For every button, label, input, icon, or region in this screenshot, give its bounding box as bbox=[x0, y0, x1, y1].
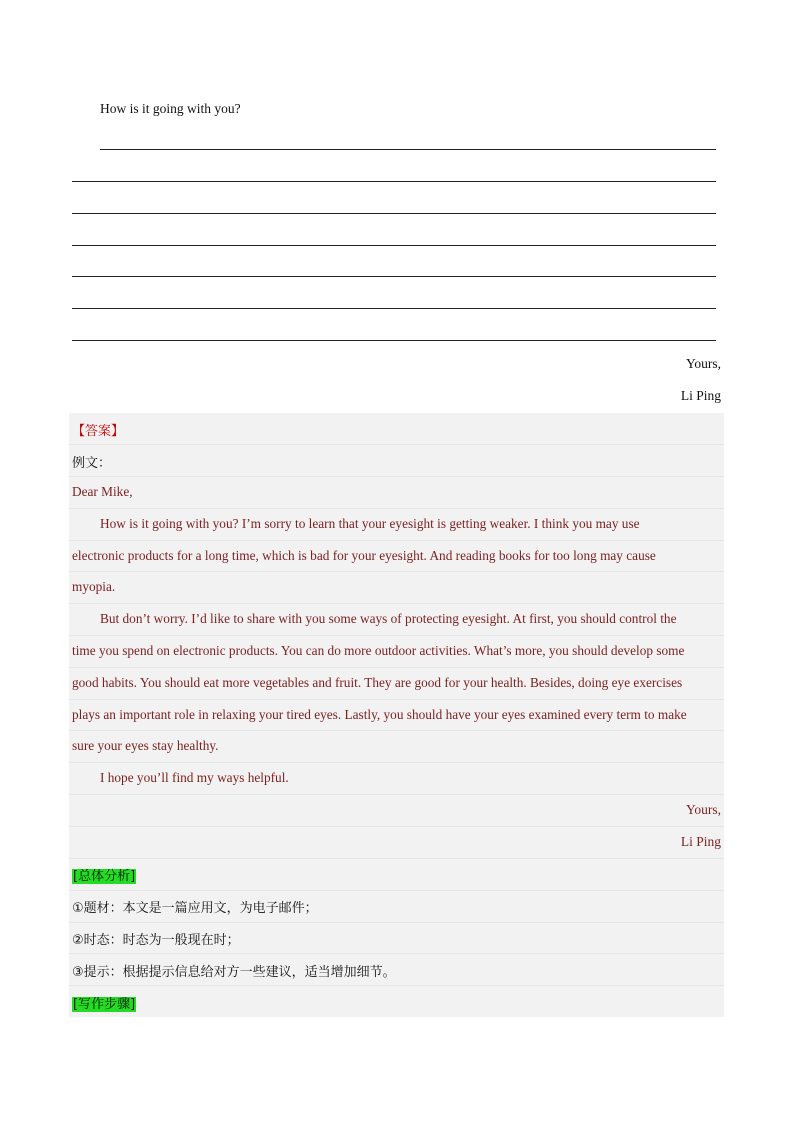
essay-line: I hope you’ll find my ways helpful. bbox=[100, 770, 289, 785]
row-divider bbox=[69, 730, 724, 731]
answer-label bbox=[72, 420, 124, 439]
essay-line: myopia. bbox=[72, 579, 116, 594]
steps-heading bbox=[72, 993, 136, 1012]
row-divider bbox=[69, 699, 724, 700]
letter-closing: Yours, bbox=[685, 356, 721, 371]
analysis-item: ③提示：根据提示信息给对方一些建议，适当增加细节。 bbox=[72, 965, 396, 980]
row-divider bbox=[69, 540, 724, 541]
row-divider bbox=[69, 922, 724, 923]
row-divider bbox=[69, 762, 724, 763]
row-divider bbox=[69, 603, 724, 604]
row-divider bbox=[69, 667, 724, 668]
sample-label: 例文： bbox=[72, 456, 112, 471]
steps-heading-text: [写作步骤] bbox=[73, 997, 136, 1012]
row-divider bbox=[69, 571, 724, 572]
row-divider bbox=[69, 858, 724, 859]
letter-opening: How is it going with you? bbox=[100, 101, 241, 116]
row-divider bbox=[69, 953, 724, 954]
row-divider bbox=[69, 444, 724, 445]
row-divider bbox=[69, 476, 724, 477]
writing-line bbox=[72, 181, 716, 182]
analysis-item: ②时态：时态为一般现在时； bbox=[72, 933, 240, 948]
row-divider bbox=[69, 635, 724, 636]
essay-line: sure your eyes stay healthy. bbox=[72, 738, 219, 753]
analysis-heading-text: [总体分析] bbox=[73, 869, 136, 884]
row-divider bbox=[69, 794, 724, 795]
writing-line bbox=[72, 213, 716, 214]
row-divider bbox=[69, 508, 724, 509]
writing-line bbox=[72, 308, 716, 309]
essay-line: good habits. You should eat more vegetables and fruit. They are good for your health. Besides, doing eye exercises bbox=[72, 675, 683, 690]
salutation: Dear Mike, bbox=[72, 484, 133, 499]
writing-line bbox=[72, 276, 716, 277]
writing-line bbox=[72, 340, 716, 341]
letter-signature: Li Ping bbox=[680, 388, 721, 403]
row-divider bbox=[69, 826, 724, 827]
writing-line bbox=[72, 245, 716, 246]
essay-line: electronic products for a long time, which is bad for your eyesight. And reading books for too long may cause bbox=[72, 548, 656, 563]
essay-line: time you spend on electronic products. You can do more outdoor activities. What’s more, you should develop some bbox=[72, 643, 685, 658]
row-divider bbox=[69, 985, 724, 986]
essay-line: But don’t worry. I’d like to share with you some ways of protecting eyesight. At first, you should control the bbox=[100, 611, 677, 626]
analysis-item: ①题材：本文是一篇应用文，为电子邮件； bbox=[72, 901, 318, 916]
essay-line: How is it going with you? I’m sorry to learn that your eyesight is getting weaker. I think you may use bbox=[100, 516, 640, 531]
essay-line: plays an important role in relaxing your tired eyes. Lastly, you should have your eyes examined every term to make bbox=[72, 707, 687, 722]
row-divider bbox=[69, 890, 724, 891]
writing-line bbox=[100, 149, 716, 150]
answer-signature: Li Ping bbox=[680, 834, 721, 849]
analysis-heading bbox=[72, 865, 136, 884]
answer-label-text: 【答案】 bbox=[72, 424, 125, 439]
answer-closing: Yours, bbox=[685, 802, 721, 817]
